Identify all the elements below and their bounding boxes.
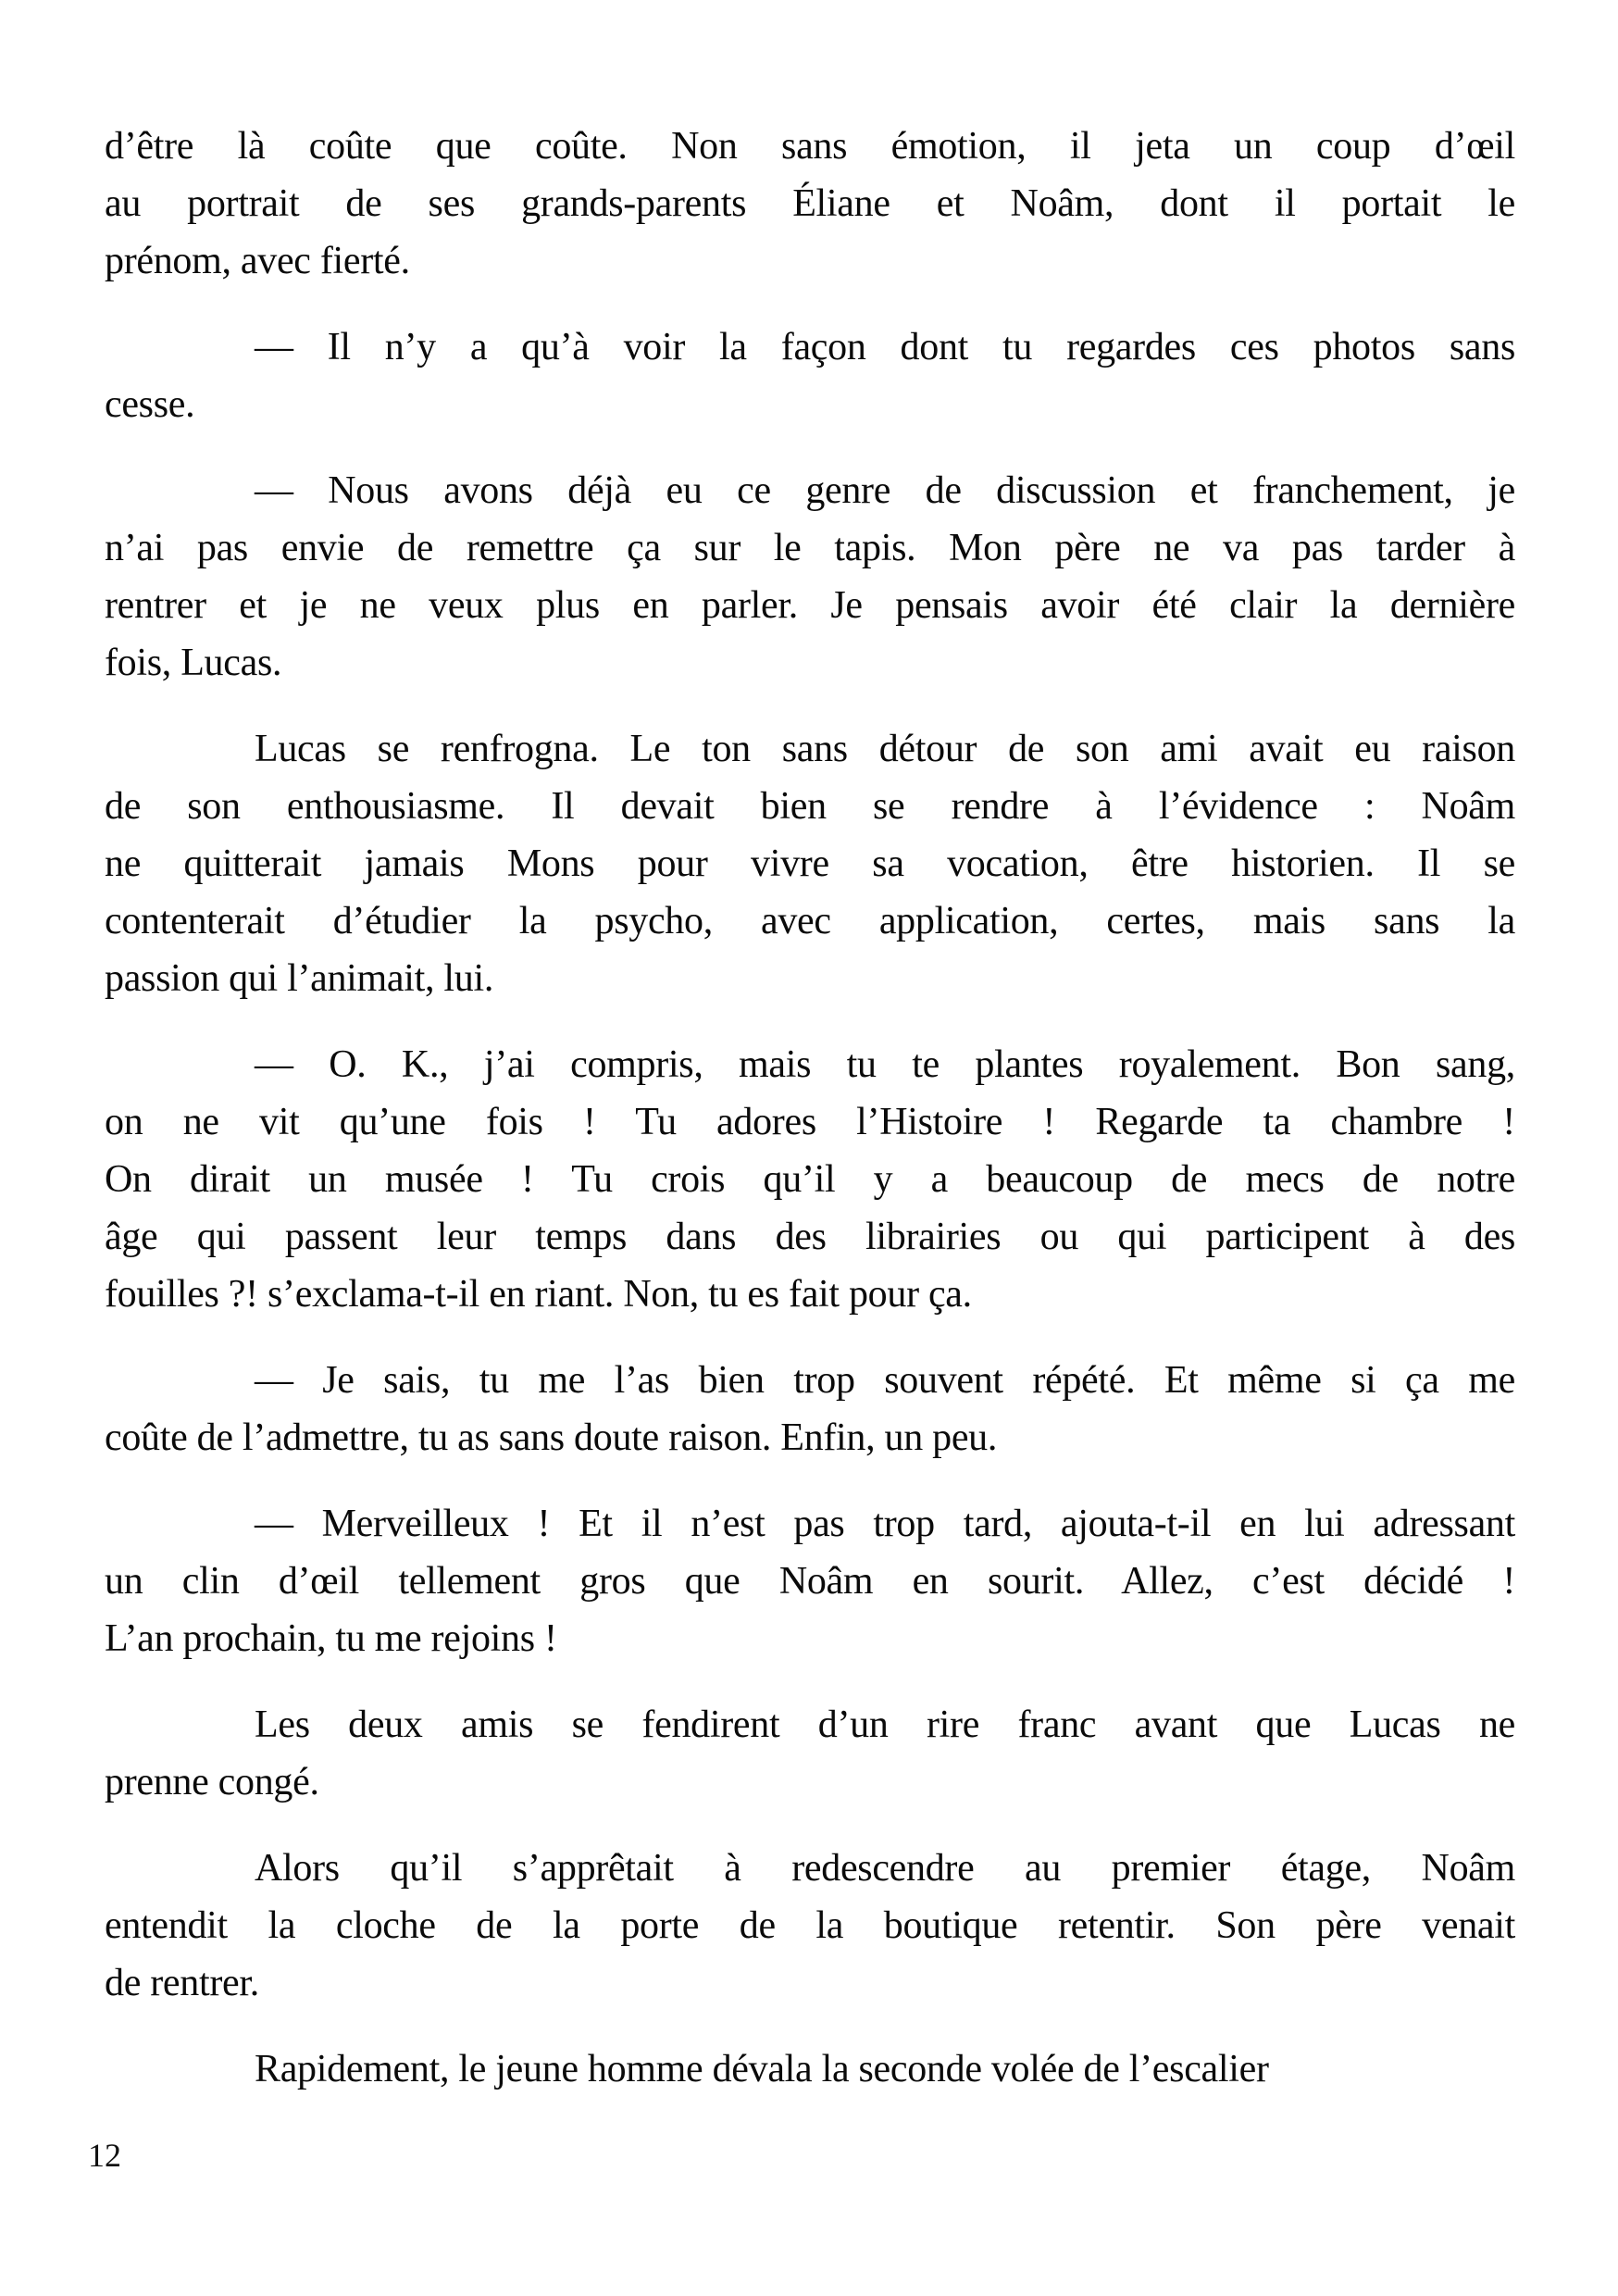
text-line: âge qui passent leur temps dans des librairies ou qui participent à des	[105, 1216, 1515, 1258]
text-line: on ne vit qu’une fois ! Tu adores l’Histoire ! Regarde ta chambre !	[105, 1101, 1515, 1143]
text-line: coûte de l’admettre, tu as sans doute raison. Enfin, un peu.	[105, 1416, 998, 1459]
text-line: L’an prochain, tu me rejoins !	[105, 1617, 557, 1660]
page-number: 12	[88, 2137, 121, 2174]
paragraph	[105, 118, 1515, 290]
text-line: contenterait d’étudier la psycho, avec application, certes, mais sans la	[105, 900, 1515, 942]
text-line: n’ai pas envie de remettre ça sur le tapis. Mon père ne va pas tarder à	[105, 527, 1515, 569]
paragraph	[105, 2040, 1515, 2098]
text-line: rentrer et je ne veux plus en parler. Je pensais avoir été clair la dernière	[105, 584, 1515, 627]
text-line: passion qui l’animait, lui.	[105, 957, 494, 1000]
text-line: Les deux amis se fendirent d’un rire franc avant que Lucas ne	[255, 1703, 1515, 1746]
paragraph	[105, 462, 1515, 692]
text-line: entendit la cloche de la porte de la boutique retentir. Son père venait	[105, 1904, 1515, 1947]
text-line: — Il n’y a qu’à voir la façon dont tu regardes ces photos sans	[255, 326, 1515, 368]
text-line: — Je sais, tu me l’as bien trop souvent répété. Et même si ça me	[255, 1359, 1515, 1402]
text-line: — Merveilleux ! Et il n’est pas trop tard, ajouta-t-il en lui adressant	[255, 1503, 1515, 1545]
text-line: — Nous avons déjà eu ce genre de discussion et franchement, je	[255, 469, 1515, 512]
text-line: Alors qu’il s’apprêtait à redescendre au premier étage, Noâm	[255, 1847, 1515, 1890]
text-line: On dirait un musée ! Tu crois qu’il y a beaucoup de mecs de notre	[105, 1158, 1515, 1201]
text-line: fois, Lucas.	[105, 642, 282, 684]
text-block	[105, 118, 1515, 2127]
text-line: cesse.	[105, 383, 195, 426]
paragraph	[105, 1352, 1515, 1466]
text-line: prénom, avec fierté.	[105, 240, 410, 282]
text-line: d’être là coûte que coûte. Non sans émotion, il jeta un coup d’œil	[105, 125, 1515, 168]
paragraph	[105, 1036, 1515, 1323]
paragraph	[105, 318, 1515, 433]
paragraph	[105, 1696, 1515, 1811]
text-line: de rentrer.	[105, 1962, 259, 2004]
text-line: fouilles ?! s’exclama-t-il en riant. Non, tu es fait pour ça.	[105, 1273, 972, 1316]
page-footer	[88, 2137, 121, 2174]
paragraph	[105, 1495, 1515, 1667]
text-line: au portrait de ses grands-parents Éliane et Noâm, dont il portait le	[105, 182, 1515, 225]
text-line: ne quitterait jamais Mons pour vivre sa vocation, être historien. Il se	[105, 842, 1515, 885]
text-line: prenne congé.	[105, 1761, 319, 1803]
text-line: — O. K., j’ai compris, mais tu te plantes royalement. Bon sang,	[255, 1043, 1515, 1086]
text-line: Lucas se renfrogna. Le ton sans détour de son ami avait eu raison	[255, 728, 1515, 770]
text-line: de son enthousiasme. Il devait bien se rendre à l’évidence : Noâm	[105, 785, 1515, 828]
text-line: un clin d’œil tellement gros que Noâm en sourit. Allez, c’est décidé !	[105, 1560, 1515, 1603]
text-line: Rapidement, le jeune homme dévala la seconde volée de l’escalier	[255, 2048, 1269, 2090]
paragraph	[105, 720, 1515, 1007]
paragraph	[105, 1840, 1515, 2012]
